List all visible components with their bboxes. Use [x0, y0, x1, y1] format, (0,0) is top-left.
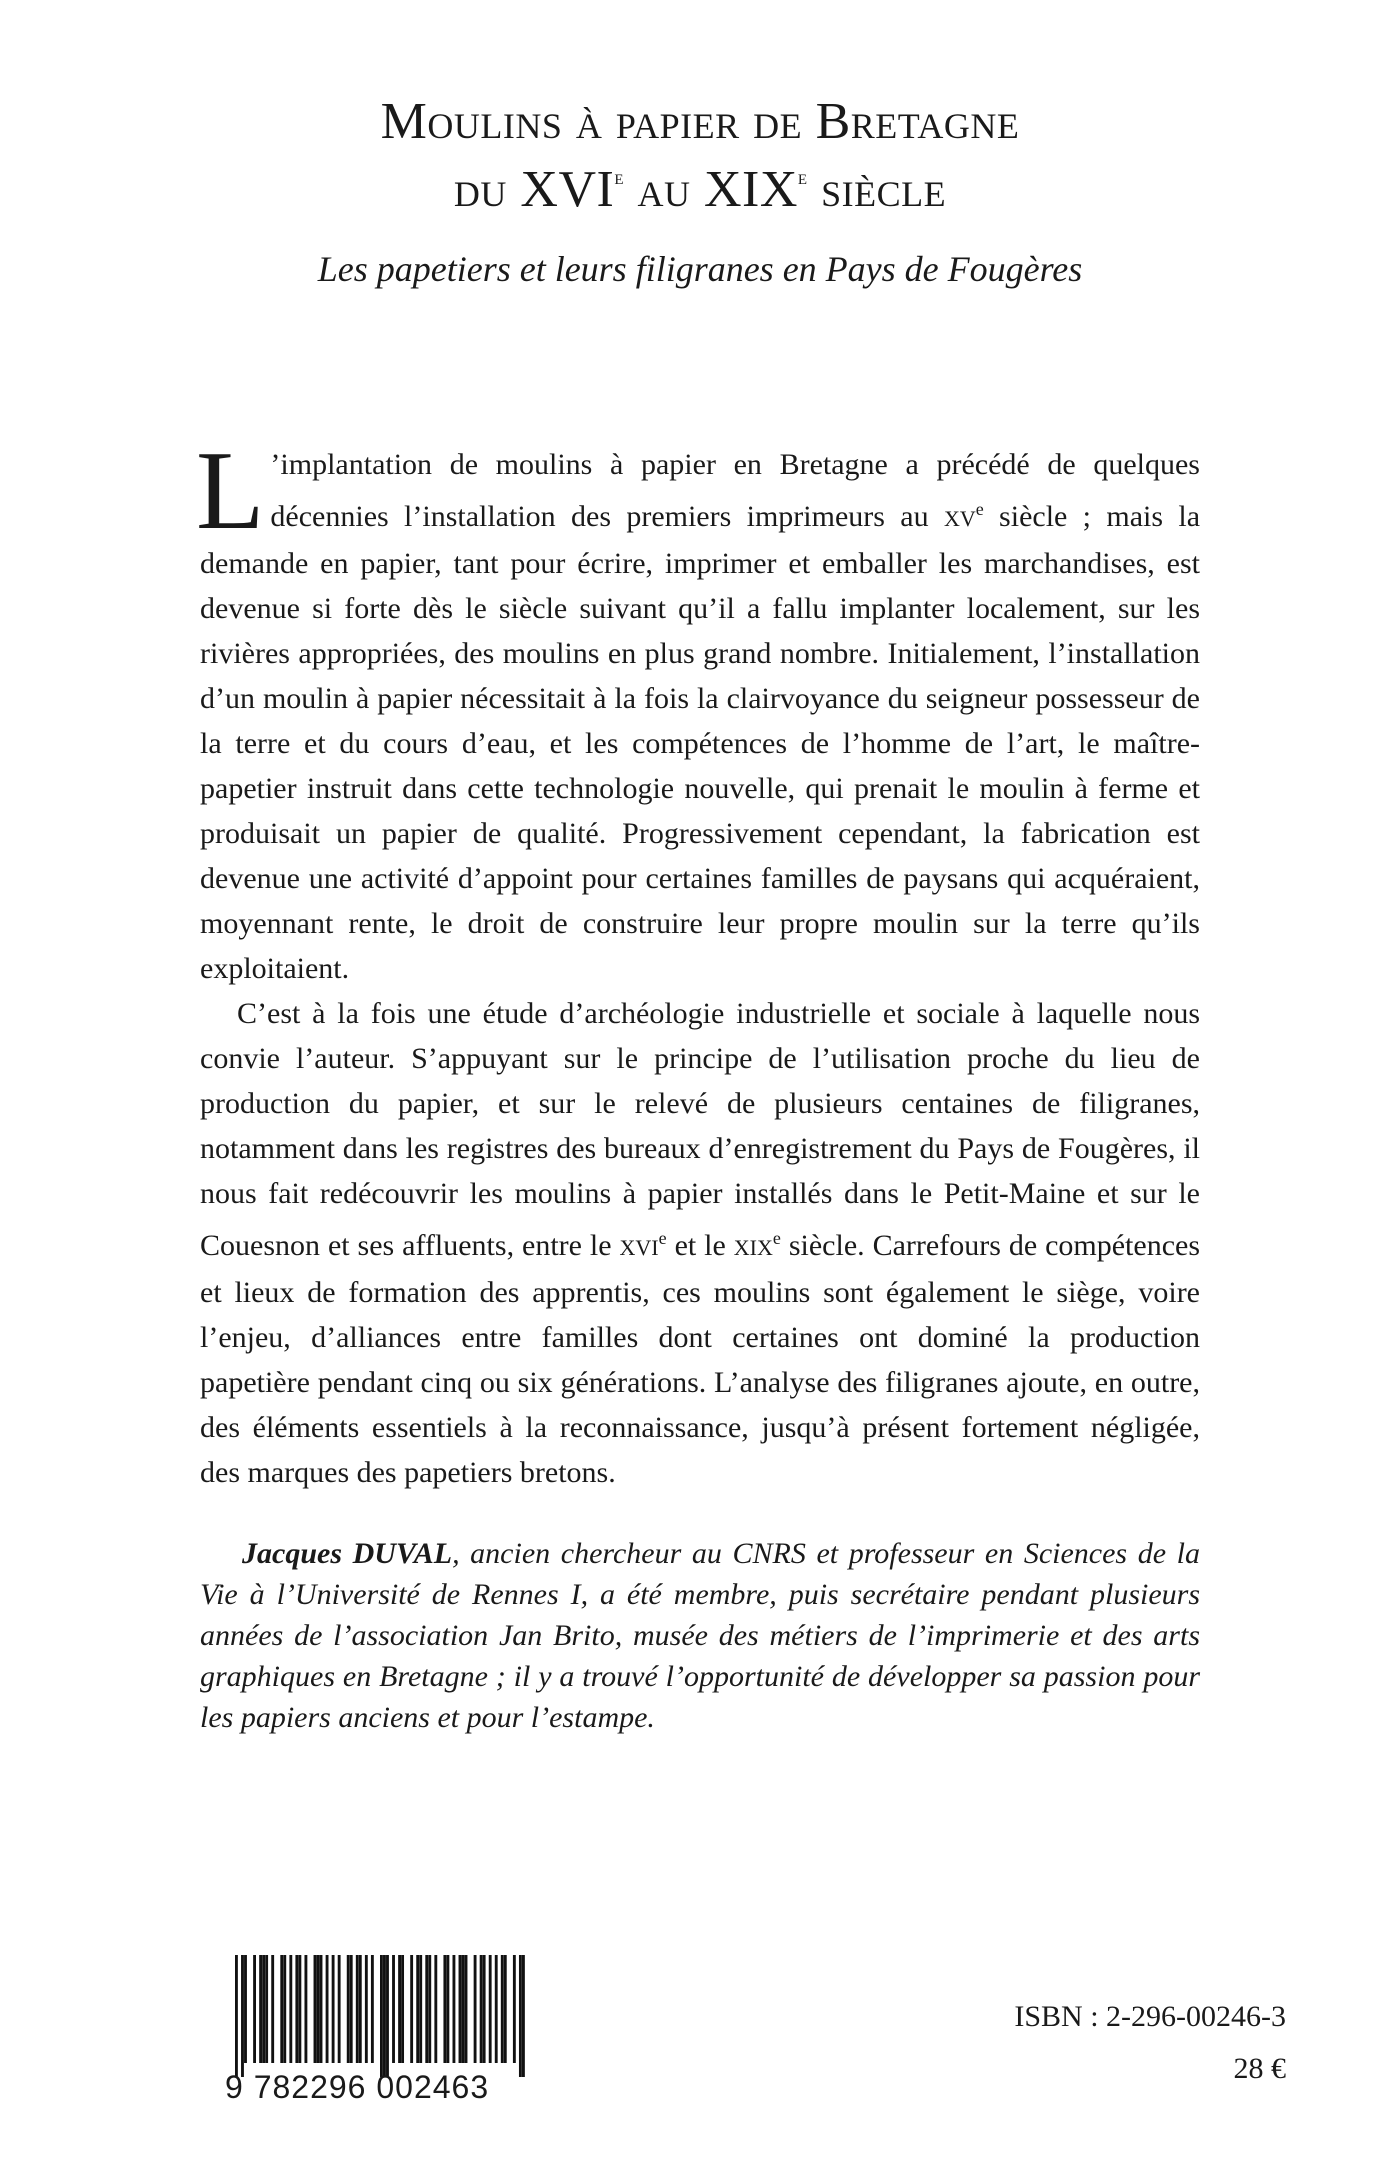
author-bio: [200, 1533, 1200, 1738]
title-superscript: e: [797, 164, 808, 189]
book-title-line-1: Moulins à papier de Bretagne: [380, 93, 1020, 150]
title-fragment: siècle: [807, 161, 947, 218]
barcode: [225, 1955, 535, 2110]
paragraph-2: [200, 991, 1200, 1495]
text-fragment: siècle. Carrefours de compétences et lieux de formation des apprentis, ces moulins sont également le siège, voire l’enjeu, d’alliances entre familles dont certaines ont dominé la production papetière pendant cinq ou six générations. L’analyse des filigranes ajoute, en outre, des éléments essentiels à la reconnaissance, jusqu’à présent fortement négligée, des marques des papetiers bretons.: [200, 1229, 1200, 1489]
isbn: ISBN : 2-296-00246-3: [1014, 2000, 1286, 2033]
barcode-digits: 9 782296 002463: [225, 2069, 490, 2105]
text-fragment: et le: [666, 1229, 734, 1262]
drop-cap: L: [196, 429, 265, 553]
title-fragment: du XVI: [453, 161, 615, 218]
superscript: e: [772, 1228, 781, 1248]
title-fragment: au XIX: [624, 161, 798, 218]
superscript: e: [975, 499, 984, 519]
superscript: e: [658, 1228, 667, 1248]
price: 28 €: [1233, 2052, 1286, 2085]
book-title-line-2: [0, 160, 1400, 219]
author-bio-text: , ancien chercheur au CNRS et professeur en Sciences de la Vie à l’Université de Rennes I, a été membre, puis secrétaire pendant plusieurs années de l’association Jan Brito, musée des métiers de l’imprimerie et des arts graphiques en Bretagne ; il y a trouvé l’opportunité de développer sa passion pour les papiers anciens et pour l’estampe.: [200, 1537, 1200, 1734]
author-name: Jacques DUVAL: [242, 1537, 453, 1570]
text-fragment: C’est à la fois une étude d’archéologie industrielle et sociale à laquelle nous convie l’auteur. S’appuyant sur le principe de l’utilisation proche du lieu de production du papier, et sur le relevé de plusieurs centaines de filigranes, notamment dans les registres des bureaux d’enregistrement du Pays de Fougères, il nous fait redécouvrir les moulins à papier installés dans le Petit-Maine et sur le Couesnon et ses affluents, entre le: [200, 997, 1200, 1262]
text-fragment: siècle ; mais la demande en papier, tant pour écrire, imprimer et emballer les marchandises, est devenue si forte dès le siècle suivant qu’il a fallu implanter localement, sur les rivières appropriées, des moulins en plus grand nombre. Initialement, l’installation d’un moulin à papier nécessitait à la fois la clairvoyance du seigneur possesseur de la terre et du cours d’eau, et les compétences de l’homme de l’art, le maître-papetier instruit dans cette technologie nouvelle, qui prenait le moulin à ferme et produisait un papier de qualité. Progressivement cependant, la fabrication est devenue une activité d’appoint pour certaines familles de paysans qui acquéraient, moyennant rente, le droit de construire leur propre moulin sur la terre qu’ils exploitaient.: [200, 500, 1201, 985]
description-text: [196, 429, 1201, 1495]
barcode-bars: [235, 1955, 525, 2077]
text-fragment: ’implantation de moulins à papier en Bretagne a précédé de quelques décennies l’installation des premiers imprimeurs au: [270, 448, 1200, 533]
book-subtitle: Les papetiers et leurs filigranes en Pays de Fougères: [317, 249, 1083, 289]
title-superscript: e: [614, 164, 624, 189]
century-numeral: XIX: [733, 1235, 773, 1260]
paragraph-1: [196, 429, 1201, 991]
century-numeral: XV: [943, 506, 976, 531]
century-numeral: XVI: [619, 1235, 659, 1260]
